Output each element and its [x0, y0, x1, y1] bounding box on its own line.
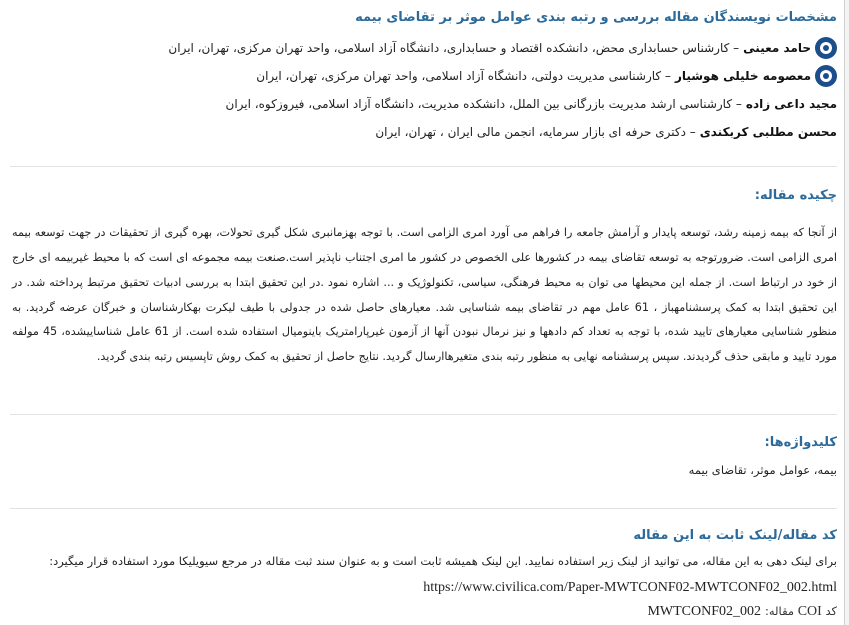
keywords-text: بیمه، عوامل موثر، تقاضای بیمه: [688, 463, 837, 477]
author-name[interactable]: معصومه خلیلی هوشیار: [674, 69, 811, 83]
abstract-text: از آنجا که بیمه زمینه رشد، توسعه پایدار و آرامش جامعه را فراهم می آورد امری الزامی است. با توجه بهزمانبری شکل گیری تحولات، بهره گیری از تحقیقات در جهت توسعه بیمه امری الزامی است. ضرورتوجه به توسعه تقاضای بیمه در کشورها علی الخصوص در کشور ما امری اجتناب ناپذیر است.صنعت بیمه مجموعه ای است که با محیط غیربیمه ای خارج از خود در ارتباط است. از جمله این محیطها می توان به محیط فرهنگی، سیاسی، تکنولوژیک و ... اشاره نمود .در این تحقیق ابتدا به بررسی ادبیات تحقیق مرتبط پرداخته شد. در این تحقیق ابتدا به کمک پرسشنامهباز ، 61 عامل مهم در تقاضای بیمه شناسایی شد. معیارهای حاصل شده در جدولی با طیف لیکرت بهکارشناسان و خبرگان عرضه گردید. به منظور شناسایی معیارهای تایید شده، با توجه به تعداد کم دادهها و نیز نرمال نبودن آنها از آزمون غیرپارامتریک باینومیال استفاده شده است. از 61 عامل شناساییشده، 45 مولفه مورد تایید و مابقی حذف گردیدند. سپس پرسشنامه نهایی به منظور رتبه بندی متغیرهاارسال گردید. نتایج حاصل از تحقیق به کمک روش تاپسیس رتبه بندی گردید.: [12, 226, 838, 364]
vertical-scrollbar[interactable]: [844, 0, 849, 625]
article-code-label: [765, 604, 837, 620]
author-row: [256, 63, 837, 89]
university-seal-icon: [815, 65, 837, 87]
article-code-value[interactable]: MWTCONF02_002: [647, 604, 762, 619]
code-label-prefix: کد: [821, 604, 837, 618]
author-row: [168, 35, 837, 61]
university-seal-icon: [815, 37, 837, 59]
author-row: [226, 91, 837, 117]
code-label-suffix: مقاله:: [765, 604, 798, 618]
section-divider: [10, 414, 837, 415]
author-name[interactable]: محسن مطلبی کربکندی: [699, 125, 837, 139]
permalink-description: برای لینک دهی به این مقاله، می توانید از لینک زیر استفاده نمایید. این لینک همیشه ثابت است و به عنوان سند ثبت مقاله در مرجع سیویلیکا مورد استفاده قرار میگیرد:: [49, 554, 837, 568]
author-affiliation: – کارشناسی ارشد مدیریت بازرگانی بین الملل، دانشکده مدیریت، دانشگاه آزاد اسلامی، فیروزکوه، ایران: [225, 97, 742, 111]
abstract-section-title: چکیده مقاله:: [754, 188, 837, 203]
code-label-coi: COI: [797, 604, 822, 619]
permalink-section-title: کد مقاله/لینک ثابت به این مقاله: [633, 528, 837, 543]
section-divider: [10, 508, 837, 509]
keywords-section-title: کلیدواژه‌ها:: [764, 435, 837, 450]
permalink-url[interactable]: https://www.civilica.com/Paper-MWTCONF02-MWTCONF02_002.html: [423, 580, 837, 595]
article-code-row: [647, 601, 837, 623]
section-divider: [10, 166, 837, 167]
author-affiliation: – دکتری حرفه ای بازار سرمایه، انجمن مالی ایران ، تهران، ایران: [375, 125, 696, 139]
author-name[interactable]: حامد معینی: [743, 41, 811, 55]
author-row: [375, 119, 837, 145]
author-name[interactable]: مجید داعی زاده: [745, 97, 837, 111]
author-affiliation: – کارشناس حسابداری محض، دانشکده اقتصاد و حسابداری، دانشگاه آزاد اسلامی، واحد تهران مرکزی، تهران، ایران: [168, 41, 740, 55]
authors-section-title: مشخصات نویسندگان مقاله بررسی و رتبه بندی عوامل موثر بر تقاضای بیمه: [355, 10, 837, 25]
author-affiliation: – کارشناسی مدیریت دولتی، دانشگاه آزاد اسلامی، واحد تهران مرکزی، تهران، ایران: [256, 69, 671, 83]
